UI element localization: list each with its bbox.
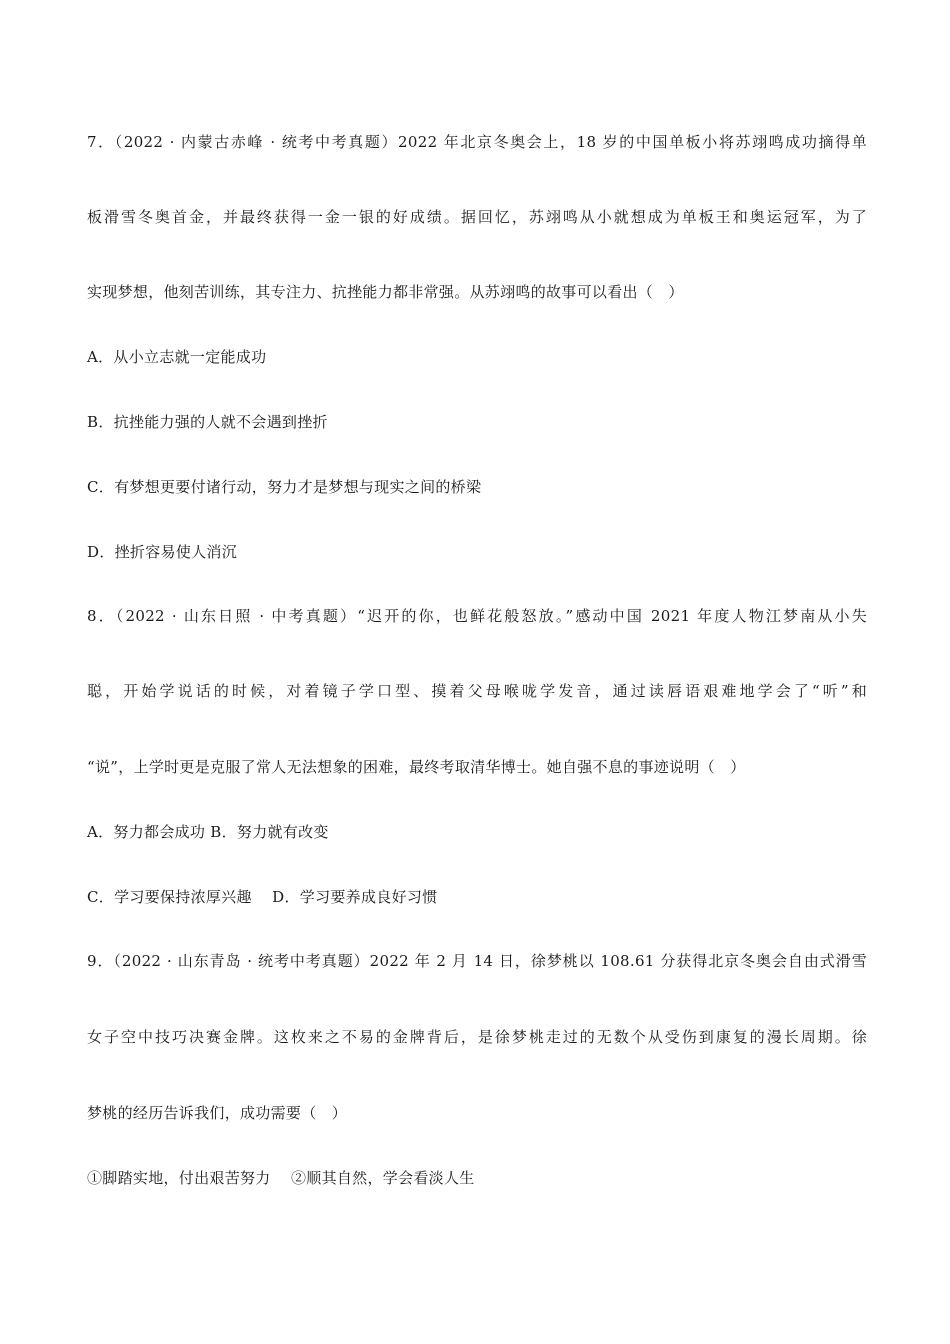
q9-stem-line-2: 女子空中技巧决赛金牌。这枚来之不易的金牌背后，是徐梦桃走过的无数个从受伤到康复的漫长周期。徐 xyxy=(87,1028,867,1046)
q7-option-d: D．挫折容易使人消沉 xyxy=(87,543,238,561)
q7-option-a: A．从小立志就一定能成功 xyxy=(87,348,267,366)
q9-stem-line-3: 梦桃的经历告诉我们，成功需要（ ） xyxy=(87,1104,348,1122)
q8-stem-line-1: 8．（2022 · 山东日照 · 中考真题）“迟开的你，也鲜花般怒放。”感动中国 2021 年度人物江梦南从小失 xyxy=(87,607,867,625)
q7-stem-line-1: 7．（2022 · 内蒙古赤峰 · 统考中考真题）2022 年北京冬奥会上，18 岁的中国单板小将苏翊鸣成功摘得单 xyxy=(87,133,867,151)
q9-option-1-2: ①脚踏实地，付出艰苦努力 ②顺其自然，学会看淡人生 xyxy=(87,1169,475,1187)
q9-stem-line-1: 9．（2022 · 山东青岛 · 统考中考真题）2022 年 2 月 14 日，徐梦桃以 108.61 分获得北京冬奥会自由式滑雪 xyxy=(87,952,867,970)
q7-option-c: C．有梦想更要付诸行动，努力才是梦想与现实之间的桥梁 xyxy=(87,478,482,496)
q7-option-b: B．抗挫能力强的人就不会遇到挫折 xyxy=(87,413,328,431)
q7-stem-line-3: 实现梦想，他刻苦训练，其专注力、抗挫能力都非常强。从苏翊鸣的故事可以看出（ ） xyxy=(87,283,684,301)
q8-option-a-b: A．努力都会成功 B．努力就有改变 xyxy=(87,823,329,841)
q7-stem-line-2: 板滑雪冬奥首金，并最终获得一金一银的好成绩。据回忆，苏翊鸣从小就想成为单板王和奥运冠军，为了 xyxy=(87,208,867,226)
q8-stem-line-3: “说”，上学时更是克服了常人无法想象的困难，最终考取清华博士。她自强不息的事迹说明（ ） xyxy=(87,758,746,776)
q8-stem-line-2: 聪，开始学说话的时候，对着镜子学口型、摸着父母喉咙学发音，通过读唇语艰难地学会了“听”和 xyxy=(87,682,867,700)
q8-option-c-d: C．学习要保持浓厚兴趣 D．学习要养成良好习惯 xyxy=(87,888,438,906)
